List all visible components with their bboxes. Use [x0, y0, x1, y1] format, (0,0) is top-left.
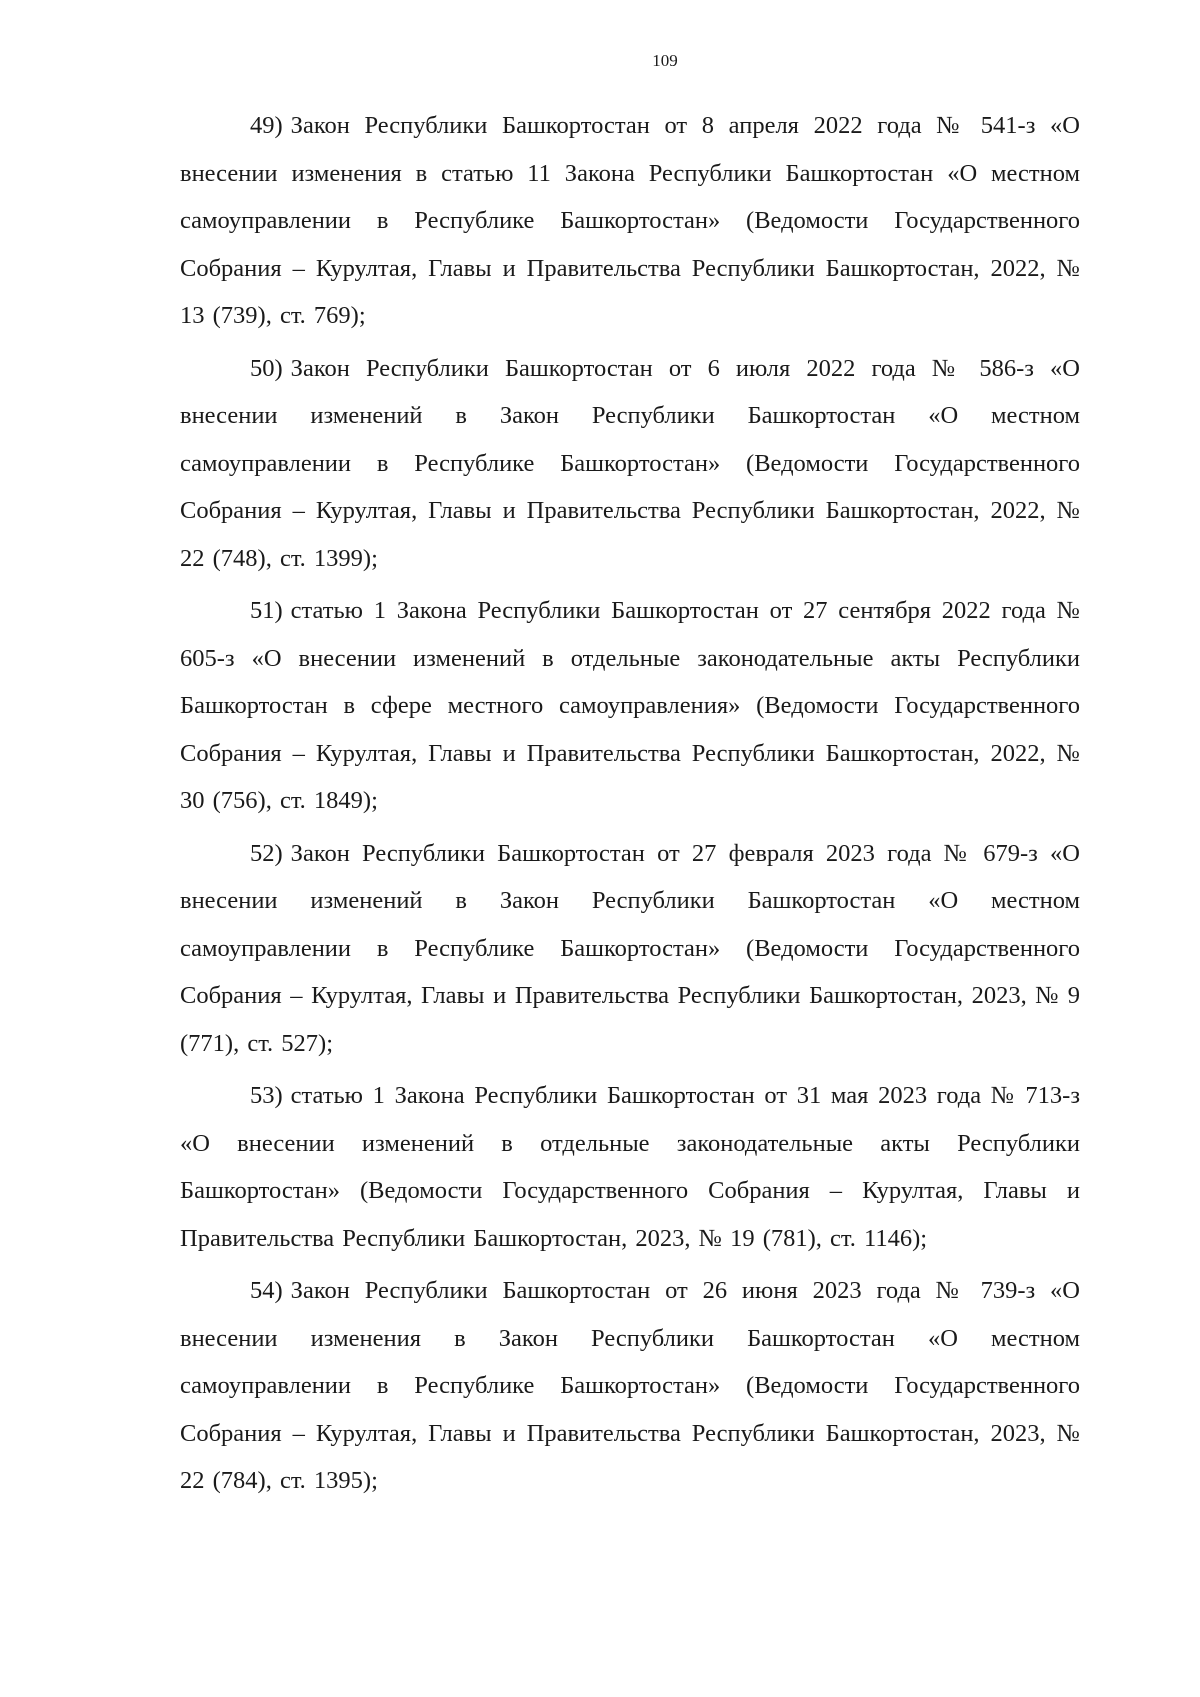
list-item-51	[180, 587, 1080, 825]
list-item-54	[180, 1267, 1080, 1505]
list-item-53	[180, 1072, 1080, 1262]
item-text: Закон Республики Башкортостан от 27 февраля 2023 года № 679-з «О внесении изменений в Закон Республики Башкортостан «О местном самоуправлении в Республике Башкортостан» (Ведомости Государственного Собрания – Курултая, Главы и Правительства Республики Башкортостан, 2023, № 9 (771), ст. 527);	[180, 839, 1080, 1057]
list-item-50	[180, 345, 1080, 583]
item-number: 50)	[250, 354, 283, 382]
document-body	[180, 102, 1080, 1510]
list-item-49	[180, 102, 1080, 340]
item-number: 52)	[250, 839, 283, 867]
item-number: 49)	[250, 112, 283, 139]
item-text: статью 1 Закона Республики Башкортостан от 31 мая 2023 года № 713-з «О внесении изменений в отдельные законодательные акты Республики Башкортостан» (Ведомости Государственного Собрания – Курултая, Главы и Правительства Республики Башкортостан, 2023, № 19 (781), ст. 1146);	[180, 1082, 1080, 1252]
item-text: Закон Республики Башкортостан от 26 июня 2023 года № 739-з «О внесении изменения в Закон Республики Башкортостан «О местном самоуправлении в Республике Башкортостан» (Ведомости Государственного Собрания – Курултая, Главы и Правительства Республики Башкортостан, 2023, № 22 (784), ст. 1395);	[180, 1277, 1080, 1494]
list-item-52	[180, 830, 1080, 1068]
item-text: Закон Республики Башкортостан от 6 июля 2022 года № 586-з «О внесении изменений в Закон Республики Башкортостан «О местном самоуправлении в Республике Башкортостан» (Ведомости Государственного Собрания – Курултая, Главы и Правительства Республики Башкортостан, 2022, № 22 (748), ст. 1399);	[180, 354, 1080, 572]
item-text: статью 1 Закона Республики Башкортостан от 27 сентября 2022 года № 605-з «О внесении изменений в отдельные законодательные акты Республики Башкортостан в сфере местного самоуправления» (Ведомости Государственного Собрания – Курултая, Главы и Правительства Республики Башкортостан, 2022, № 30 (756), ст. 1849);	[180, 597, 1080, 814]
page-number: 109	[652, 51, 678, 70]
item-number: 51)	[250, 597, 283, 624]
item-number: 53)	[250, 1082, 283, 1109]
item-number: 54)	[250, 1277, 283, 1304]
item-text: Закон Республики Башкортостан от 8 апреля 2022 года № 541-з «О внесении изменения в статью 11 Закона Республики Башкортостан «О местном самоуправлении в Республике Башкортостан» (Ведомости Государственного Собрания – Курултая, Главы и Правительства Республики Башкортостан, 2022, № 13 (739), ст. 769);	[180, 112, 1080, 329]
